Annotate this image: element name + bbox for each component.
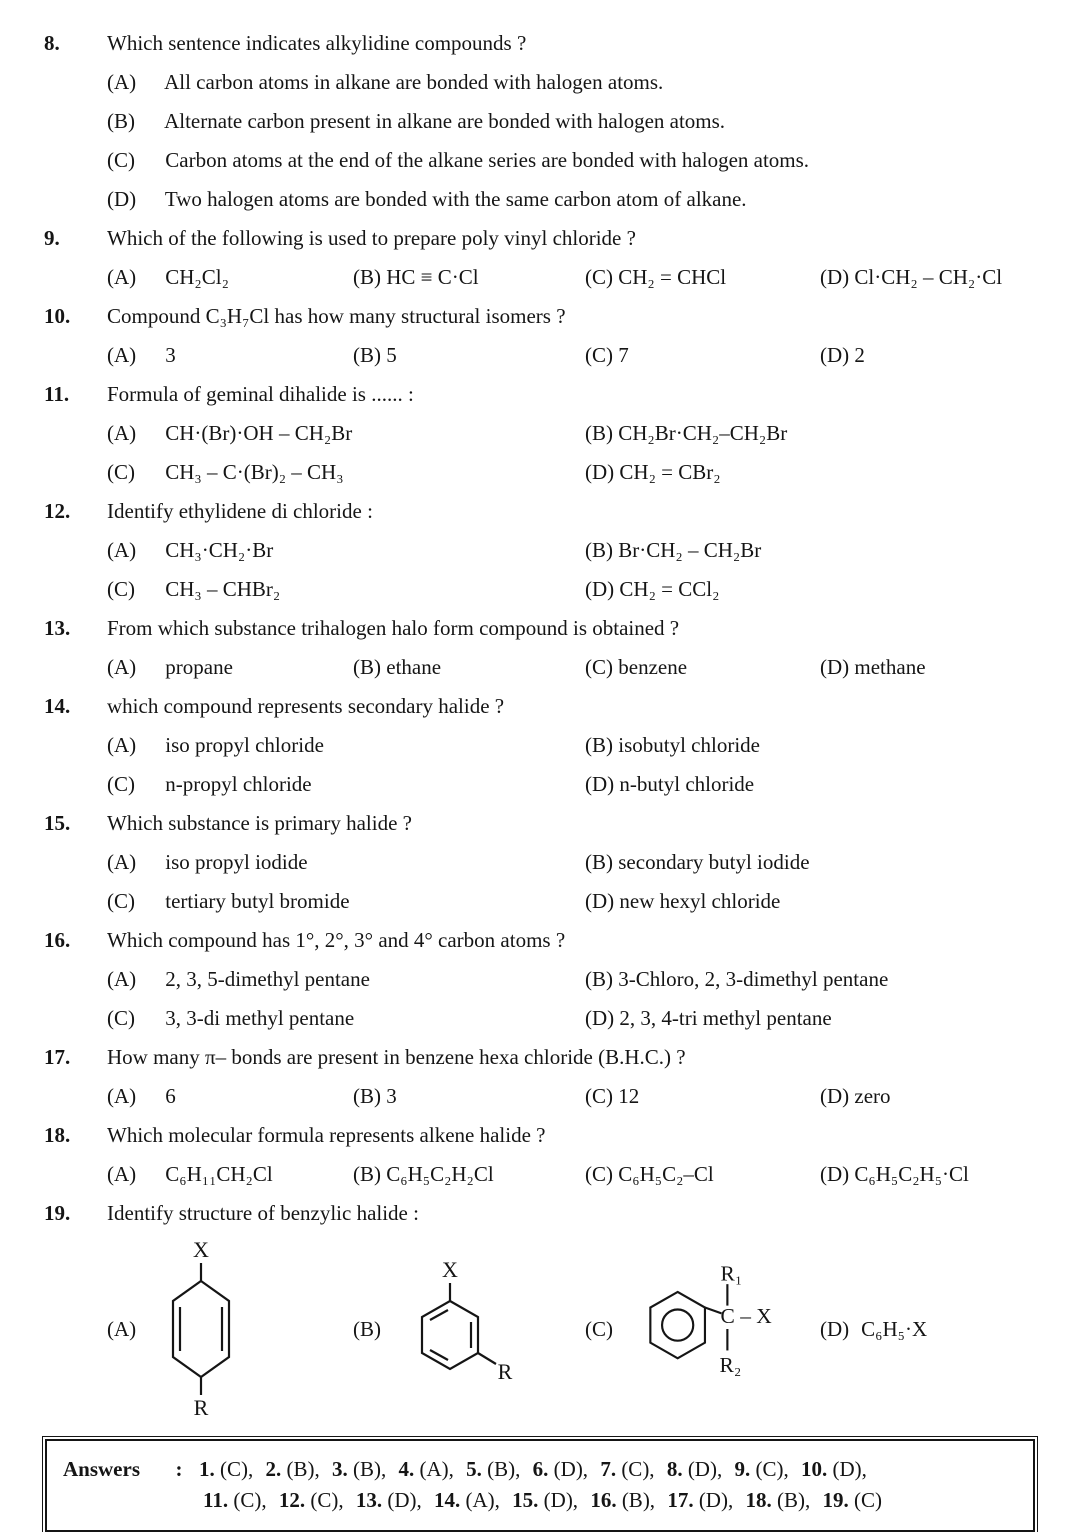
option xyxy=(107,264,353,290)
answer-entry xyxy=(356,1488,422,1512)
options-row xyxy=(107,1083,1036,1109)
option-text: 6 xyxy=(165,1084,176,1108)
substituent-x-label: X xyxy=(193,1239,210,1262)
option-label: (A) xyxy=(107,70,137,94)
question-text: Compound C₃H₇Cl has how many structural isomers ? xyxy=(107,304,566,328)
question-row xyxy=(44,498,1036,524)
options-row xyxy=(107,849,1036,914)
structure-option-d xyxy=(820,1317,1036,1342)
answer-choice: (C), xyxy=(621,1457,655,1481)
question-text: which compound represents secondary halide ? xyxy=(107,694,505,718)
option-text: 5 xyxy=(386,343,397,367)
option-label: (D) xyxy=(585,1006,615,1030)
question-number: 16. xyxy=(44,928,71,952)
option-label: (A) xyxy=(107,421,137,445)
option-label: (C) xyxy=(107,889,135,913)
option xyxy=(585,849,1036,875)
option xyxy=(585,420,1036,446)
option-label: (B) xyxy=(353,343,381,367)
answer-choice: (C), xyxy=(233,1488,267,1512)
question-number: 13. xyxy=(44,616,71,640)
question-number: 11. xyxy=(44,382,70,406)
option xyxy=(585,264,820,290)
option xyxy=(107,732,585,758)
question-row xyxy=(44,303,1036,329)
option xyxy=(585,1083,820,1109)
answer-entry xyxy=(279,1488,344,1512)
question-row xyxy=(44,225,1036,251)
question-row xyxy=(44,381,1036,407)
q19-structure-options xyxy=(107,1239,1036,1419)
option xyxy=(107,849,585,875)
answer-choice: (D), xyxy=(543,1488,579,1512)
option xyxy=(107,109,725,133)
question-text: Identify structure of benzylic halide : xyxy=(107,1201,419,1225)
answers-box xyxy=(45,1439,1035,1532)
answer-entry xyxy=(203,1488,267,1512)
question-number: 18. xyxy=(44,1123,71,1147)
option-text: 2, 3, 4-tri methyl pentane xyxy=(619,1006,832,1030)
option-label: (C) xyxy=(585,1162,613,1186)
option-label: (C) xyxy=(107,460,135,484)
option-label: (A) xyxy=(107,850,137,874)
question-number: 14. xyxy=(44,694,71,718)
answer-number: 1. xyxy=(199,1457,215,1481)
option-label: (B) xyxy=(353,655,381,679)
answer-entry xyxy=(199,1457,253,1481)
answer-entry xyxy=(590,1488,655,1512)
question-number: 15. xyxy=(44,811,71,835)
option-label: (B) xyxy=(585,967,613,991)
option-label: (A) xyxy=(107,1084,137,1108)
question-row xyxy=(44,1044,1036,1070)
option-text: Cl·CH₂ – CH₂·Cl xyxy=(854,265,1003,289)
answer-choice: (A), xyxy=(465,1488,500,1512)
option-label: (C) xyxy=(585,343,613,367)
question-number: 10. xyxy=(44,304,71,328)
answer-choice: (D), xyxy=(832,1457,867,1481)
answer-number: 13. xyxy=(355,1488,383,1512)
option-text: CH·(Br)·OH – CH₂Br xyxy=(165,421,353,445)
option-label: (B) xyxy=(353,265,381,289)
answer-number: 10. xyxy=(800,1457,828,1481)
option-text: 3-Chloro, 2, 3-dimethyl pentane xyxy=(618,967,889,991)
option-label: (A) xyxy=(107,733,137,757)
option-label: (D) xyxy=(820,655,850,679)
option xyxy=(353,1083,585,1109)
answer-entry xyxy=(266,1457,320,1481)
option xyxy=(107,342,353,368)
options-row xyxy=(107,537,1036,602)
answers-colon: : xyxy=(175,1457,183,1481)
structure-option-b xyxy=(353,1261,585,1397)
option-label: (D) xyxy=(585,460,615,484)
questions-list xyxy=(44,30,1036,1226)
structure-option-a xyxy=(107,1239,353,1419)
option-text: iso propyl chloride xyxy=(165,733,324,757)
options-row xyxy=(107,420,1036,485)
option xyxy=(107,1083,353,1109)
answer-number: 7. xyxy=(600,1457,617,1481)
answer-number: 5. xyxy=(466,1457,482,1481)
option xyxy=(820,1161,1036,1187)
option-label: (C) xyxy=(585,1084,613,1108)
ring-bonds xyxy=(650,1284,727,1358)
answer-choice: (C), xyxy=(755,1457,789,1481)
answer-number: 15. xyxy=(512,1488,539,1512)
option-label: (A) xyxy=(107,1316,137,1341)
option-label: (B) xyxy=(585,538,613,562)
option-text: Two halogen atoms are bonded with the same carbon atom of alkane. xyxy=(164,187,747,211)
option-label: (D) xyxy=(820,1316,850,1341)
answer-number: 19. xyxy=(822,1488,849,1512)
option-text: CH₂ = CCl₂ xyxy=(619,577,720,601)
answer-entry xyxy=(399,1457,454,1481)
option-label: (B) xyxy=(353,1084,381,1108)
question-number: 8. xyxy=(44,31,60,55)
options-row xyxy=(107,732,1036,797)
answer-number: 17. xyxy=(667,1488,694,1512)
option xyxy=(107,70,663,94)
option-text: 2, 3, 5-dimethyl pentane xyxy=(165,967,370,991)
option xyxy=(585,1161,820,1187)
answer-choice: (D), xyxy=(687,1457,723,1481)
question-text: Which substance is primary halide ? xyxy=(107,811,412,835)
option-text: CH₃ – CHBr₂ xyxy=(165,577,281,601)
option-text: new hexyl chloride xyxy=(619,889,781,913)
option xyxy=(585,654,820,680)
aryl-carbon-halide-diagram xyxy=(625,1263,820,1395)
option-label: (D) xyxy=(107,187,137,211)
option xyxy=(585,888,1036,914)
option-label: (A) xyxy=(107,655,137,679)
option xyxy=(585,576,1036,602)
answer-choice: (B), xyxy=(487,1457,521,1481)
question-text: Which sentence indicates alkylidine compounds ? xyxy=(107,31,527,55)
option-text: isobutyl chloride xyxy=(618,733,760,757)
option xyxy=(820,342,1036,368)
option-text: C₆H₅C₂H₂Cl xyxy=(386,1162,494,1186)
option-label: (B) xyxy=(353,1162,381,1186)
option-text: C₆H₅C₂–Cl xyxy=(618,1162,714,1186)
option-text: 12 xyxy=(618,1084,640,1108)
option-label: (C) xyxy=(107,1006,135,1030)
option xyxy=(585,732,1036,758)
ring-bonds xyxy=(422,1283,496,1369)
option-text: zero xyxy=(854,1084,891,1108)
option-text: 3, 3-di methyl pentane xyxy=(165,1006,355,1030)
question-row xyxy=(44,615,1036,641)
options-row xyxy=(107,654,1036,680)
answer-entry xyxy=(801,1457,867,1481)
option xyxy=(107,1161,353,1187)
option-label: (D) xyxy=(585,577,615,601)
option xyxy=(353,1161,585,1187)
substituent-r-label: R xyxy=(193,1395,209,1419)
answer-number: 16. xyxy=(590,1488,617,1512)
option-label: (C) xyxy=(585,655,613,679)
option xyxy=(107,459,585,485)
option-label: (D) xyxy=(820,265,850,289)
option-text: C₆H₅·X xyxy=(861,1316,928,1341)
option-label: (B) xyxy=(107,109,135,133)
answer-number: 8. xyxy=(666,1457,683,1481)
answer-entry xyxy=(512,1488,578,1512)
option-label: (A) xyxy=(107,1162,137,1186)
option-label: (B) xyxy=(585,733,613,757)
option-text: 3 xyxy=(165,343,176,367)
answer-number: 14. xyxy=(434,1488,461,1512)
option-text: All carbon atoms in alkane are bonded with halogen atoms. xyxy=(164,70,664,94)
option-text: CH₂ = CHCl xyxy=(618,265,727,289)
answer-entry xyxy=(745,1488,810,1512)
option xyxy=(107,966,585,992)
substituent-x-label: X xyxy=(442,1261,458,1282)
option xyxy=(585,1005,1036,1031)
option-text: secondary butyl iodide xyxy=(618,850,810,874)
options-row xyxy=(107,108,1036,134)
option-text: CH₂ = CBr₂ xyxy=(619,460,721,484)
answer-choice: (D), xyxy=(553,1457,589,1481)
option xyxy=(585,342,820,368)
answer-entry xyxy=(434,1488,500,1512)
option xyxy=(107,420,585,446)
options-row xyxy=(107,342,1036,368)
option-label: (C) xyxy=(585,1316,613,1341)
option xyxy=(353,654,585,680)
answer-choice: (D), xyxy=(698,1488,734,1512)
option-label: (D) xyxy=(585,889,615,913)
carbon-halide-label: C – X xyxy=(720,1304,772,1329)
options-row xyxy=(107,186,1036,212)
option xyxy=(107,771,585,797)
answers-heading: Answers xyxy=(63,1457,140,1481)
option-text: CH₃·CH₂·Br xyxy=(165,538,274,562)
answer-choice: (B), xyxy=(776,1488,811,1512)
option-text: n-propyl chloride xyxy=(165,772,312,796)
option-label: (D) xyxy=(585,772,615,796)
question-text: Which of the following is used to prepare poly vinyl chloride ? xyxy=(107,226,636,250)
option-text: C₆H₅C₂H₅·Cl xyxy=(854,1162,969,1186)
option xyxy=(353,342,585,368)
answer-entry xyxy=(466,1457,520,1481)
answer-number: 3. xyxy=(332,1457,348,1481)
answers-entries xyxy=(199,1457,889,1512)
question-number: 12. xyxy=(44,499,71,523)
answer-entry xyxy=(667,1488,733,1512)
answers-text xyxy=(63,1454,1017,1516)
answer-entry xyxy=(734,1457,788,1481)
options-row xyxy=(107,1161,1036,1187)
answer-entry xyxy=(600,1457,654,1481)
answer-number: 11. xyxy=(203,1488,229,1512)
option-label: (D) xyxy=(820,1162,850,1186)
question-number: 9. xyxy=(44,226,60,250)
option-text: ethane xyxy=(386,655,442,679)
option-label: (D) xyxy=(820,343,850,367)
option-text: 3 xyxy=(386,1084,397,1108)
option-label: (A) xyxy=(107,967,137,991)
option-text: tertiary butyl bromide xyxy=(165,889,350,913)
option-text: CH₂Cl₂ xyxy=(165,265,229,289)
option xyxy=(585,771,1036,797)
ring-bonds xyxy=(173,1263,229,1395)
option xyxy=(820,264,1036,290)
substituent-r-label: R xyxy=(497,1359,513,1384)
answer-number: 18. xyxy=(745,1488,772,1512)
answer-number: 9. xyxy=(734,1457,751,1481)
answer-entry xyxy=(667,1457,722,1481)
option xyxy=(107,1005,585,1031)
question-number: 17. xyxy=(44,1045,71,1069)
substituent-r2-label: R₂ xyxy=(719,1352,742,1377)
options-row xyxy=(107,264,1036,290)
question-row xyxy=(44,927,1036,953)
answer-entry xyxy=(822,1488,882,1512)
benzene-ring-diagram xyxy=(393,1261,519,1397)
option xyxy=(107,654,353,680)
option-text: Br·CH₂ – CH₂Br xyxy=(618,538,762,562)
answer-choice: (D), xyxy=(387,1488,422,1512)
question-number: 19. xyxy=(44,1201,71,1225)
option xyxy=(820,1083,1036,1109)
option-text: methane xyxy=(854,655,926,679)
question-text: Formula of geminal dihalide is ...... : xyxy=(107,382,414,406)
answer-choice: (C) xyxy=(853,1488,882,1512)
question-text: From which substance trihalogen halo form compound is obtained ? xyxy=(107,616,680,640)
option-text: 2 xyxy=(854,343,865,367)
answer-number: 6. xyxy=(532,1457,549,1481)
option-label: (A) xyxy=(107,265,137,289)
option-text: CH₃ – C·(Br)₂ – CH₃ xyxy=(165,460,344,484)
option-text: Alternate carbon present in alkane are bonded with halogen atoms. xyxy=(164,109,726,133)
option-text: HC ≡ C·Cl xyxy=(386,265,479,289)
option-text: iso propyl iodide xyxy=(165,850,308,874)
options-row xyxy=(107,69,1036,95)
question-row xyxy=(44,1122,1036,1148)
option-text: benzene xyxy=(618,655,688,679)
answer-choice: (B), xyxy=(353,1457,387,1481)
answer-choice: (A), xyxy=(419,1457,454,1481)
answer-number: 2. xyxy=(265,1457,282,1481)
option-label: (B) xyxy=(585,421,613,445)
option xyxy=(107,537,585,563)
question-row xyxy=(44,810,1036,836)
option-label: (A) xyxy=(107,538,137,562)
option-label: (B) xyxy=(353,1316,381,1341)
option-label: (C) xyxy=(107,148,135,172)
answer-choice: (B), xyxy=(621,1488,656,1512)
option-text: propane xyxy=(165,655,233,679)
answer-number: 4. xyxy=(398,1457,415,1481)
question-text: How many π– bonds are present in benzene hexa chloride (B.H.C.) ? xyxy=(107,1045,686,1069)
option-text: Carbon atoms at the end of the alkane series are bonded with halogen atoms. xyxy=(165,148,810,172)
option xyxy=(353,264,585,290)
option-text: CH₂Br·CH₂–CH₂Br xyxy=(618,421,788,445)
answer-choice: (C), xyxy=(310,1488,344,1512)
answer-choice: (C), xyxy=(220,1457,254,1481)
option-label: (D) xyxy=(820,1084,850,1108)
option xyxy=(107,888,585,914)
question-text: Identify ethylidene di chloride : xyxy=(107,499,373,523)
option-label: (C) xyxy=(585,265,613,289)
question-text: Which compound has 1°, 2°, 3° and 4° carbon atoms ? xyxy=(107,928,566,952)
option-label: (A) xyxy=(107,343,137,367)
option-text: 7 xyxy=(618,343,629,367)
option xyxy=(585,966,1036,992)
answer-entry xyxy=(332,1457,386,1481)
option xyxy=(107,576,585,602)
option xyxy=(585,459,1036,485)
options-row xyxy=(107,966,1036,1031)
option-text: n-butyl chloride xyxy=(619,772,755,796)
option xyxy=(107,187,747,211)
question-row xyxy=(44,1200,1036,1226)
question-text: Which molecular formula represents alkene halide ? xyxy=(107,1123,546,1147)
structure-option-c xyxy=(585,1263,820,1395)
substituent-r1-label: R₁ xyxy=(720,1263,743,1286)
answer-number: 12. xyxy=(278,1488,306,1512)
options-row xyxy=(107,147,1036,173)
option xyxy=(107,148,809,172)
option-label: (C) xyxy=(107,772,135,796)
option xyxy=(585,537,1036,563)
para-substituted-ring-diagram xyxy=(148,1239,254,1419)
option xyxy=(820,654,1036,680)
option-text: C₆H₁₁CH₂Cl xyxy=(165,1162,273,1186)
question-row xyxy=(44,30,1036,56)
question-row xyxy=(44,693,1036,719)
option-label: (B) xyxy=(585,850,613,874)
answer-choice: (B), xyxy=(286,1457,320,1481)
answer-entry xyxy=(533,1457,588,1481)
option-label: (C) xyxy=(107,577,135,601)
